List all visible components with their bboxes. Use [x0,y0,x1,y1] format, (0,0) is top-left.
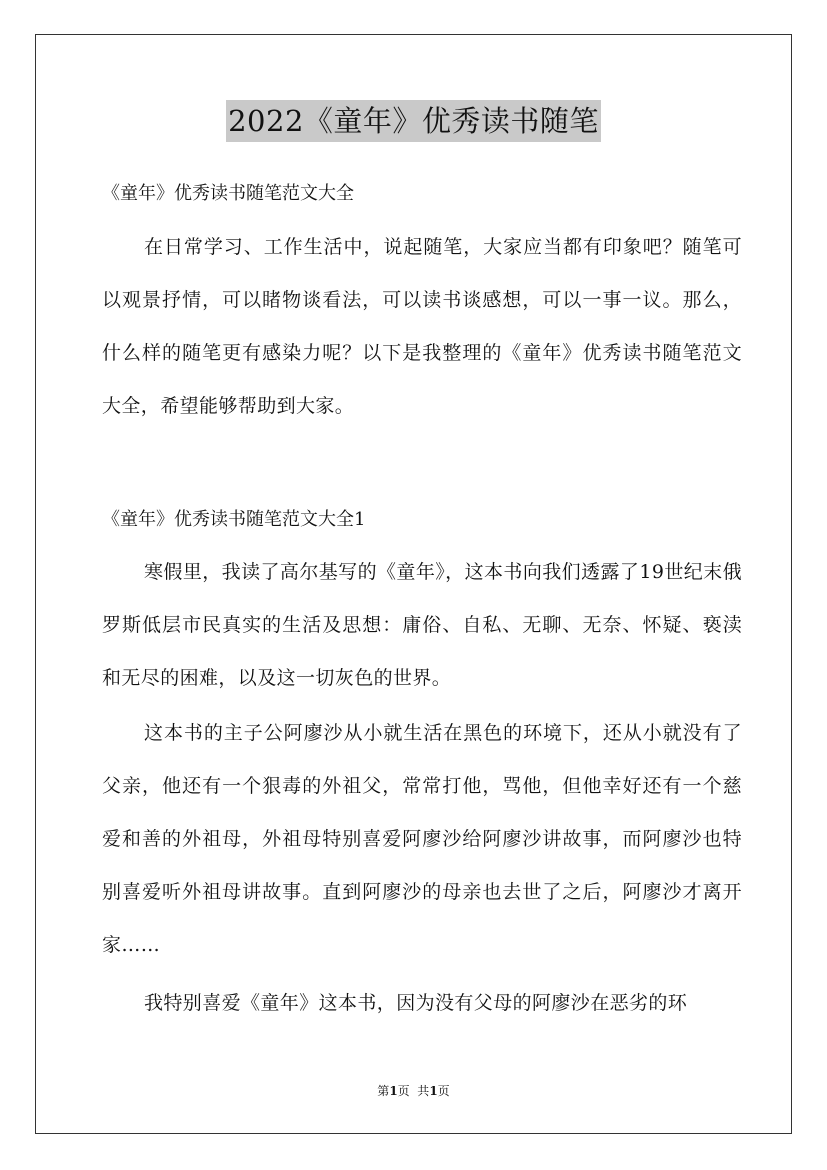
footer-page-prefix: 第 [377,1084,390,1098]
section1-paragraph-2: 这本书的主子公阿廖沙从小就生活在黑色的环境下，还从小就没有了父亲，他还有一个狠毒的外祖父，常常打他，骂他，但他幸好还有一个慈爱和善的外祖母，外祖母特别喜爱阿廖沙给阿廖沙讲故事，而阿廖沙也特别喜爱听外祖母讲故事。直到阿廖沙的母亲也去世了之后，阿廖沙才离开家…… [102,722,742,956]
section1-paragraph-3: 我特别喜爱《童年》这本书，因为没有父母的阿廖沙在恶劣的环 [144,992,688,1014]
section1-paragraph-1: 寒假里，我读了高尔基写的《童年》，这本书向我们透露了19世纪末俄罗斯低层市民真实的生活及思想：庸俗、自私、无聊、无奈、怀疑、亵渎和无尽的困难，以及这一切灰色的世界。 [102,561,742,689]
footer-page-number: 1 [389,1084,398,1098]
footer-total-pages: 1 [429,1084,438,1098]
intro-paragraph: 在日常学习、工作生活中，说起随笔，大家应当都有印象吧？随笔可以观景抒情，可以睹物谈看法，可以读书谈感想，可以一事一议。那么，什么样的随笔更有感染力呢？以下是我整理的《童年》优秀读书随笔范文大全，希望能够帮助到大家。 [102,236,742,417]
title-container [0,100,827,142]
subtitle-heading: 《童年》优秀读书随笔范文大全 [102,183,354,204]
section-heading-1: 《童年》优秀读书随笔范文大全1 [102,509,366,530]
footer-page-mid: 页 共 [397,1084,430,1098]
footer-page-suffix: 页 [437,1084,450,1098]
page-title: 2022《童年》优秀读书随笔 [226,100,601,142]
page-footer [0,1083,827,1099]
